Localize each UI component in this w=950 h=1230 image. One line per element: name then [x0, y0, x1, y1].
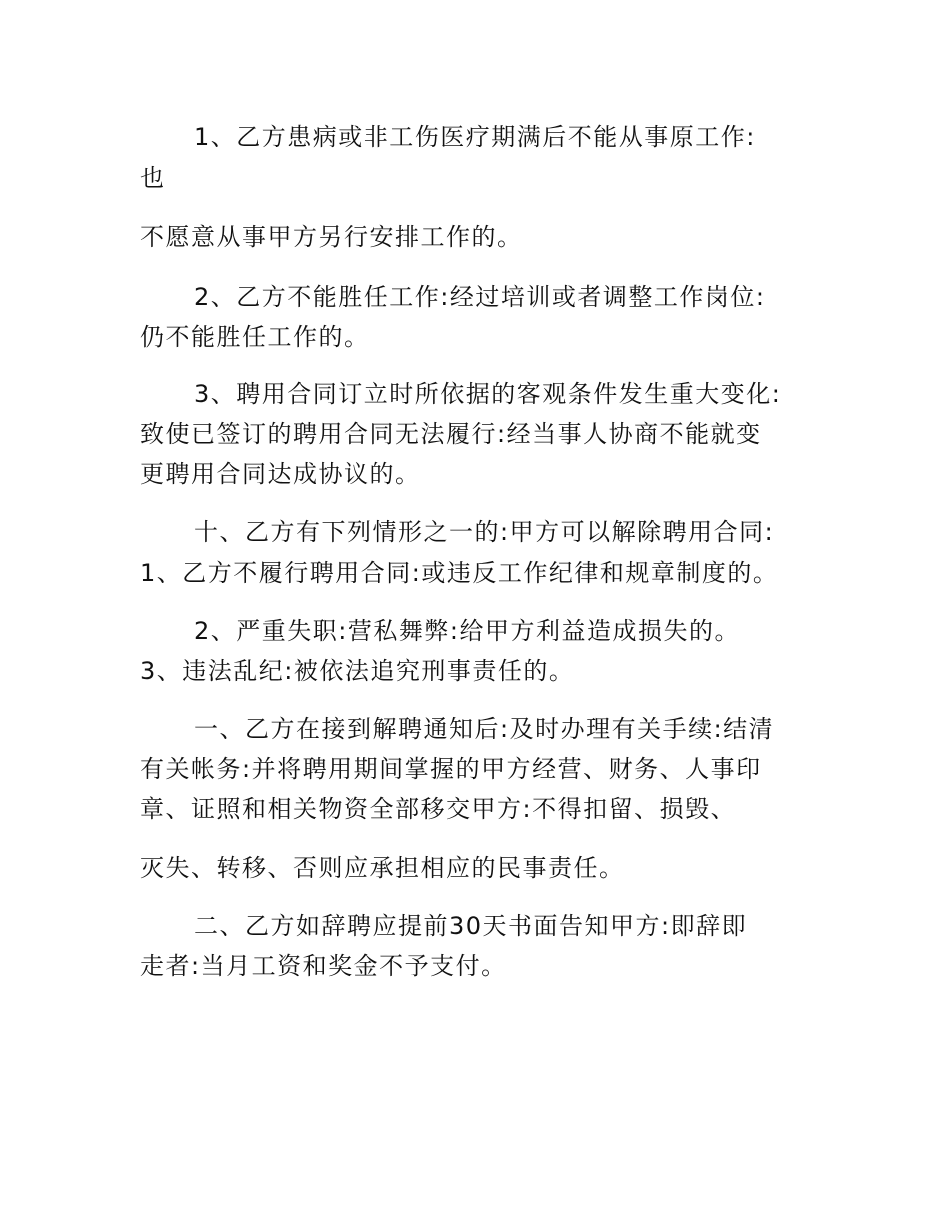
text-line: 仍不能胜任工作的。 [140, 323, 370, 351]
text-line: 走者:当月工资和奖金不予支付。 [140, 952, 507, 980]
text-line: 有关帐务:并将聘用期间掌握的甲方经营、财务、人事印 [140, 755, 762, 783]
text-line: 3、违法乱纪:被依法追究刑事责任的。 [140, 657, 575, 685]
text-line: 不愿意从事甲方另行安排工作的。 [140, 223, 523, 251]
text-line: 也 [140, 164, 166, 192]
text-line: 2、严重失职:营私舞弊:给甲方利益造成损失的。 [194, 617, 740, 645]
text-line: 十、乙方有下列情形之一的:甲方可以解除聘用合同: [194, 518, 775, 546]
text-line: 章、证照和相关物资全部移交甲方:不得扣留、损毁、 [140, 795, 737, 823]
text-line: 更聘用合同达成协议的。 [140, 460, 421, 488]
text-line: 1、乙方不履行聘用合同:或违反工作纪律和规章制度的。 [140, 559, 779, 587]
text-line: 灭失、转移、否则应承担相应的民事责任。 [140, 854, 625, 882]
text-line: 一、乙方在接到解聘通知后:及时办理有关手续:结清 [194, 715, 775, 743]
text-line: 3、聘用合同订立时所依据的客观条件发生重大变化: [194, 380, 782, 408]
text-line: 1、乙方患病或非工伤医疗期满后不能从事原工作: [194, 123, 756, 151]
text-line: 二、乙方如辞聘应提前30天书面告知甲方:即辞即 [194, 912, 748, 940]
text-line: 致使已签订的聘用合同无法履行:经当事人协商不能就变 [140, 420, 762, 448]
text-line: 2、乙方不能胜任工作:经过培训或者调整工作岗位: [194, 283, 766, 311]
